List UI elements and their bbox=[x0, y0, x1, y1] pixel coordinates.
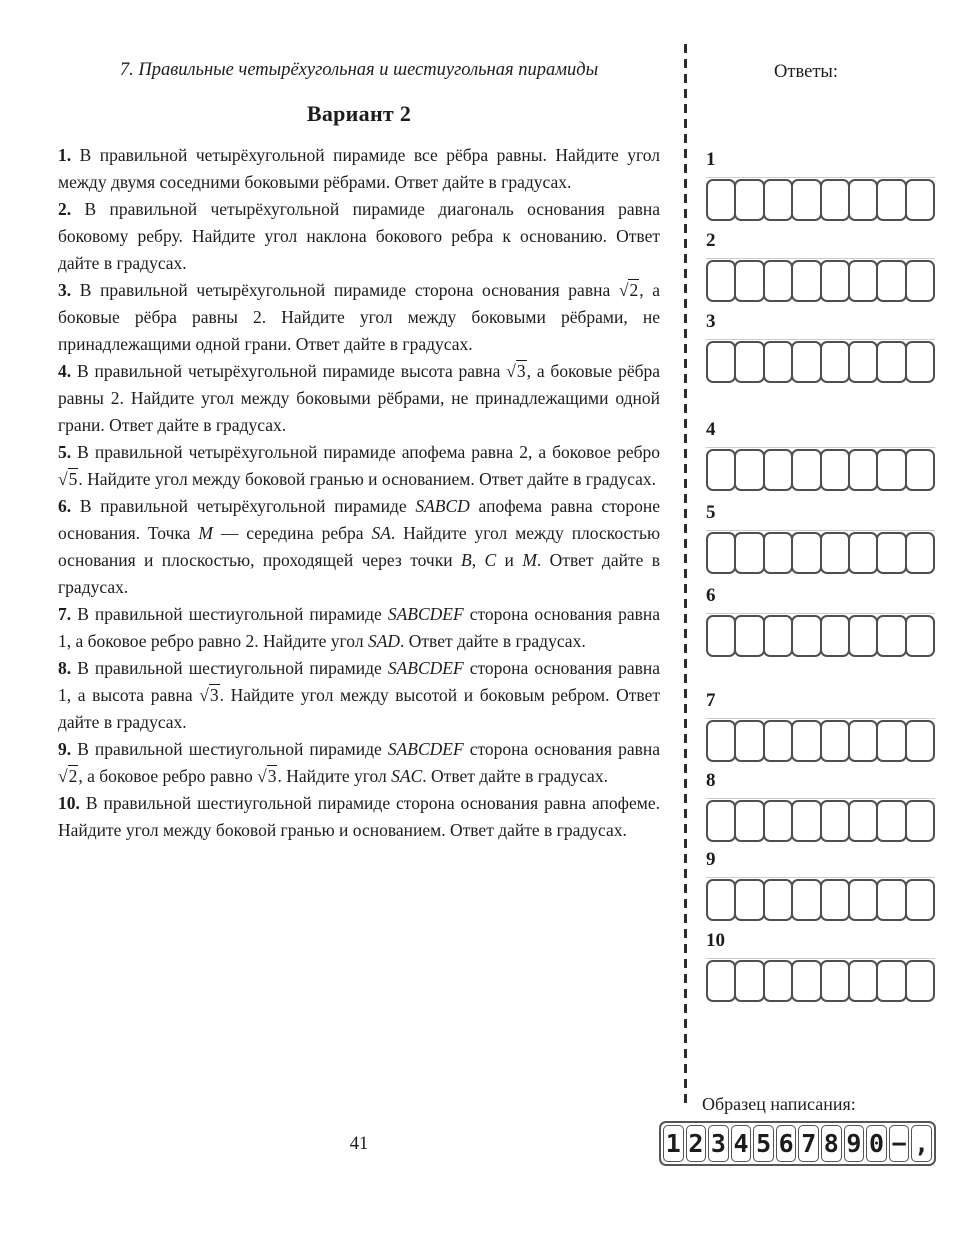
answer-cell bbox=[820, 341, 850, 383]
answer-cell bbox=[905, 341, 935, 383]
main-column bbox=[58, 0, 660, 1245]
math-variable: SAD bbox=[367, 631, 401, 651]
answer-cell bbox=[876, 800, 906, 842]
problem-text: 8. В правильной шестиугольной пирамиде SABCDEF сторона основания равна 1, а высота равна √3. Найдите угол между высотой и боковым ребром. Ответ дайте в градусах. bbox=[58, 658, 660, 732]
answer-cell bbox=[706, 179, 736, 221]
answer-block-9 bbox=[706, 848, 935, 921]
answer-cell bbox=[848, 879, 878, 921]
problem-number: 2. bbox=[58, 199, 85, 219]
answer-cell bbox=[706, 960, 736, 1002]
radicand: 5 bbox=[68, 469, 78, 489]
answer-cell bbox=[876, 532, 906, 574]
sample-glyph-cell: 3 bbox=[708, 1125, 729, 1162]
square-root bbox=[619, 279, 639, 300]
answer-cell bbox=[876, 615, 906, 657]
answer-block-3 bbox=[706, 310, 935, 383]
answer-cell bbox=[791, 449, 821, 491]
problem-text: 6. В правильной четырёхугольной пирамиде SABCD апофема равна стороне основания. Точка M — середина ребра SA. Найдите угол между плоскостью основания и плоскостью, проходящей через точки B, C и M. Ответ дайте в градусах. bbox=[58, 496, 661, 597]
answer-cell bbox=[706, 341, 736, 383]
sample-glyph-cell: 8 bbox=[821, 1125, 842, 1162]
problem-text: 10. В правильной шестиугольной пирамиде сторона основания равна апофеме. Найдите угол между боковой гранью и основанием. Ответ дайте в градусах. bbox=[58, 793, 660, 840]
answer-cell bbox=[848, 720, 878, 762]
answer-cell bbox=[905, 960, 935, 1002]
answers-title: Ответы: bbox=[774, 62, 838, 82]
math-variable: SABCDEF bbox=[387, 604, 464, 624]
sample-glyph-cell: 2 bbox=[686, 1125, 707, 1162]
answer-cell bbox=[905, 720, 935, 762]
answer-cell bbox=[820, 720, 850, 762]
answer-cell bbox=[848, 179, 878, 221]
answer-cell bbox=[876, 720, 906, 762]
answer-block-8 bbox=[706, 769, 935, 842]
answer-label: 2 bbox=[706, 230, 716, 251]
answer-label: 7 bbox=[706, 690, 716, 711]
answer-cell bbox=[734, 260, 764, 302]
answer-cell bbox=[734, 532, 764, 574]
problem-text: 5. В правильной четырёхугольной пирамиде апофема равна 2, а боковое ребро √5. Найдите угол между боковой гранью и основанием. Ответ дайте в градусах. bbox=[58, 442, 660, 489]
answer-cell bbox=[820, 615, 850, 657]
math-variable: B bbox=[460, 550, 472, 570]
answer-cell bbox=[905, 260, 935, 302]
square-root bbox=[257, 765, 277, 786]
answer-strip bbox=[706, 960, 935, 1002]
problem-number: 10. bbox=[58, 793, 86, 813]
answer-cell bbox=[763, 341, 793, 383]
answer-cell bbox=[876, 260, 906, 302]
sample-glyph-cell: 9 bbox=[844, 1125, 865, 1162]
problem-number: 4. bbox=[58, 361, 77, 381]
answer-block-4 bbox=[706, 418, 935, 491]
answer-strip bbox=[706, 720, 935, 762]
answer-cell bbox=[791, 960, 821, 1002]
answer-strip bbox=[706, 341, 935, 383]
problems bbox=[58, 142, 660, 844]
radical-sign-icon: √ bbox=[58, 469, 68, 489]
math-variable: M bbox=[198, 523, 213, 543]
square-root bbox=[58, 468, 78, 489]
answer-label: 8 bbox=[706, 770, 716, 791]
answer-label: 5 bbox=[706, 502, 716, 523]
answer-cell bbox=[905, 800, 935, 842]
answer-cell bbox=[734, 879, 764, 921]
answer-cell bbox=[706, 532, 736, 574]
answer-cell bbox=[820, 800, 850, 842]
answer-cell bbox=[905, 532, 935, 574]
answer-cell bbox=[848, 260, 878, 302]
answer-cell bbox=[820, 960, 850, 1002]
math-variable: SAC bbox=[391, 766, 423, 786]
math-variable: SABCDEF bbox=[387, 658, 464, 678]
radical-sign-icon: √ bbox=[199, 685, 209, 705]
sample-glyph-cell: 6 bbox=[776, 1125, 797, 1162]
answer-label: 9 bbox=[706, 849, 716, 870]
answer-cell bbox=[763, 800, 793, 842]
problem-text: 1. В правильной четырёхугольной пирамиде все рёбра равны. Найдите угол между двумя соседними боковыми рёбрами. Ответ дайте в градусах. bbox=[58, 145, 661, 192]
radicand: 3 bbox=[516, 361, 526, 381]
answer-strip bbox=[706, 179, 935, 221]
answer-cell bbox=[820, 449, 850, 491]
sample-glyph-cell: 4 bbox=[731, 1125, 752, 1162]
answer-cell bbox=[791, 532, 821, 574]
answer-cell bbox=[734, 960, 764, 1002]
answer-cell bbox=[706, 800, 736, 842]
answer-block-10 bbox=[706, 929, 935, 1002]
answer-cell bbox=[734, 800, 764, 842]
sample-glyph-cell: − bbox=[889, 1125, 910, 1162]
problem-number: 7. bbox=[58, 604, 78, 624]
answer-cell bbox=[848, 449, 878, 491]
answer-cell bbox=[734, 449, 764, 491]
problem-number: 6. bbox=[58, 496, 80, 516]
answer-cell bbox=[905, 179, 935, 221]
answer-cell bbox=[791, 341, 821, 383]
radical-sign-icon: √ bbox=[58, 766, 68, 786]
radical-sign-icon: √ bbox=[257, 766, 267, 786]
sample-glyph-cell: 0 bbox=[866, 1125, 887, 1162]
answer-block-6 bbox=[706, 584, 935, 657]
answer-cell bbox=[876, 341, 906, 383]
answer-block-5 bbox=[706, 501, 935, 574]
answer-strip bbox=[706, 800, 935, 842]
sample-glyph-cell: , bbox=[911, 1125, 932, 1162]
math-variable: SABCD bbox=[415, 496, 470, 516]
answer-cell bbox=[763, 615, 793, 657]
answer-cell bbox=[734, 179, 764, 221]
dashed-divider-line bbox=[684, 44, 687, 1108]
radicand: 2 bbox=[68, 766, 78, 786]
answer-cell bbox=[763, 449, 793, 491]
answer-label: 3 bbox=[706, 311, 716, 332]
answer-cell bbox=[820, 260, 850, 302]
answer-cell bbox=[791, 615, 821, 657]
answer-label: 1 bbox=[706, 149, 716, 170]
answer-cell bbox=[876, 879, 906, 921]
answer-cell bbox=[763, 260, 793, 302]
math-variable: C bbox=[484, 550, 497, 570]
problem-text: 7. В правильной шестиугольной пирамиде SABCDEF сторона основания равна 1, а боковое ребро равно 2. Найдите угол SAD. Ответ дайте в градусах. bbox=[58, 604, 660, 651]
answer-cell bbox=[905, 879, 935, 921]
variant-title: Вариант 2 bbox=[306, 101, 412, 126]
answer-label: 6 bbox=[706, 585, 716, 606]
answer-cell bbox=[848, 800, 878, 842]
problem-text: 4. В правильной четырёхугольной пирамиде высота равна √3, а боковые рёбра равны 2. Найдите угол между боковыми рёбрами, не принадлежащими одной грани. Ответ дайте в градусах. bbox=[58, 361, 661, 435]
answer-cell bbox=[763, 879, 793, 921]
answer-cell bbox=[734, 341, 764, 383]
problem-number: 5. bbox=[58, 442, 78, 462]
radicand: 2 bbox=[629, 280, 639, 300]
problem-text: 9. В правильной шестиугольной пирамиде SABCDEF сторона основания равна √2, а боковое ребро равно √3. Найдите угол SAC. Ответ дайте в градусах. bbox=[58, 739, 660, 786]
answer-cell bbox=[791, 879, 821, 921]
answer-cell bbox=[706, 260, 736, 302]
answer-cell bbox=[734, 615, 764, 657]
radicand: 3 bbox=[209, 685, 219, 705]
sample-glyph-cell: 7 bbox=[798, 1125, 819, 1162]
math-variable: SABCDEF bbox=[387, 739, 464, 759]
radical-sign-icon: √ bbox=[618, 280, 629, 300]
answer-block-7 bbox=[706, 689, 935, 762]
answer-cell bbox=[820, 532, 850, 574]
problem-text: 3. В правильной четырёхугольной пирамиде сторона основания равна √2, а боковые рёбра равны 2. Найдите угол между боковыми рёбрами, не принадлежащими одной грани. Ответ дайте в градусах. bbox=[58, 280, 660, 354]
problem-number: 1. bbox=[58, 145, 80, 165]
problem-number: 9. bbox=[58, 739, 78, 759]
answer-label: 10 bbox=[706, 930, 725, 951]
answer-cell bbox=[706, 720, 736, 762]
answer-cell bbox=[848, 960, 878, 1002]
answer-cell bbox=[763, 532, 793, 574]
answer-cell bbox=[734, 720, 764, 762]
answer-cell bbox=[763, 960, 793, 1002]
writing-sample-label: Образец написания: bbox=[702, 1094, 856, 1114]
answer-strip bbox=[706, 449, 935, 491]
answer-cell bbox=[791, 800, 821, 842]
answer-cell bbox=[706, 879, 736, 921]
square-root bbox=[58, 765, 78, 786]
answer-cell bbox=[848, 341, 878, 383]
answer-cell bbox=[706, 615, 736, 657]
answer-cell bbox=[848, 532, 878, 574]
math-variable: M bbox=[522, 550, 537, 570]
answer-strip bbox=[706, 260, 935, 302]
problem-number: 3. bbox=[58, 280, 80, 300]
answer-label: 4 bbox=[706, 419, 716, 440]
answer-cell bbox=[763, 720, 793, 762]
answer-cell bbox=[763, 179, 793, 221]
answer-cell bbox=[848, 615, 878, 657]
square-root bbox=[506, 360, 526, 381]
sample-glyph-cell: 1 bbox=[663, 1125, 684, 1162]
answer-cell bbox=[876, 960, 906, 1002]
answer-cell bbox=[791, 720, 821, 762]
writing-sample-strip bbox=[659, 1121, 936, 1166]
radical-sign-icon: √ bbox=[506, 361, 516, 381]
answer-cell bbox=[876, 449, 906, 491]
problem-number: 8. bbox=[58, 658, 78, 678]
answer-strip bbox=[706, 879, 935, 921]
radicand: 3 bbox=[267, 766, 277, 786]
answer-block-2 bbox=[706, 229, 935, 302]
answer-cell bbox=[876, 179, 906, 221]
page-number: 41 bbox=[349, 1134, 369, 1154]
answer-cell bbox=[791, 260, 821, 302]
answer-cell bbox=[905, 615, 935, 657]
problem-text: 2. В правильной четырёхугольной пирамиде диагональ основания равна боковому ребру. Найдите угол наклона бокового ребра к основанию. Ответ дайте в градусах. bbox=[58, 199, 661, 273]
answer-cell bbox=[905, 449, 935, 491]
answer-strip bbox=[706, 615, 935, 657]
square-root bbox=[199, 684, 219, 705]
answer-cell bbox=[791, 179, 821, 221]
answer-cell bbox=[706, 449, 736, 491]
math-variable: SA bbox=[371, 523, 391, 543]
answer-cell bbox=[820, 879, 850, 921]
answer-strip bbox=[706, 532, 935, 574]
sample-glyph-cell: 5 bbox=[753, 1125, 774, 1162]
section-title: 7. Правильные четырёхугольная и шестиугольная пирамиды bbox=[119, 60, 599, 80]
answer-block-1 bbox=[706, 148, 935, 221]
answer-cell bbox=[820, 179, 850, 221]
